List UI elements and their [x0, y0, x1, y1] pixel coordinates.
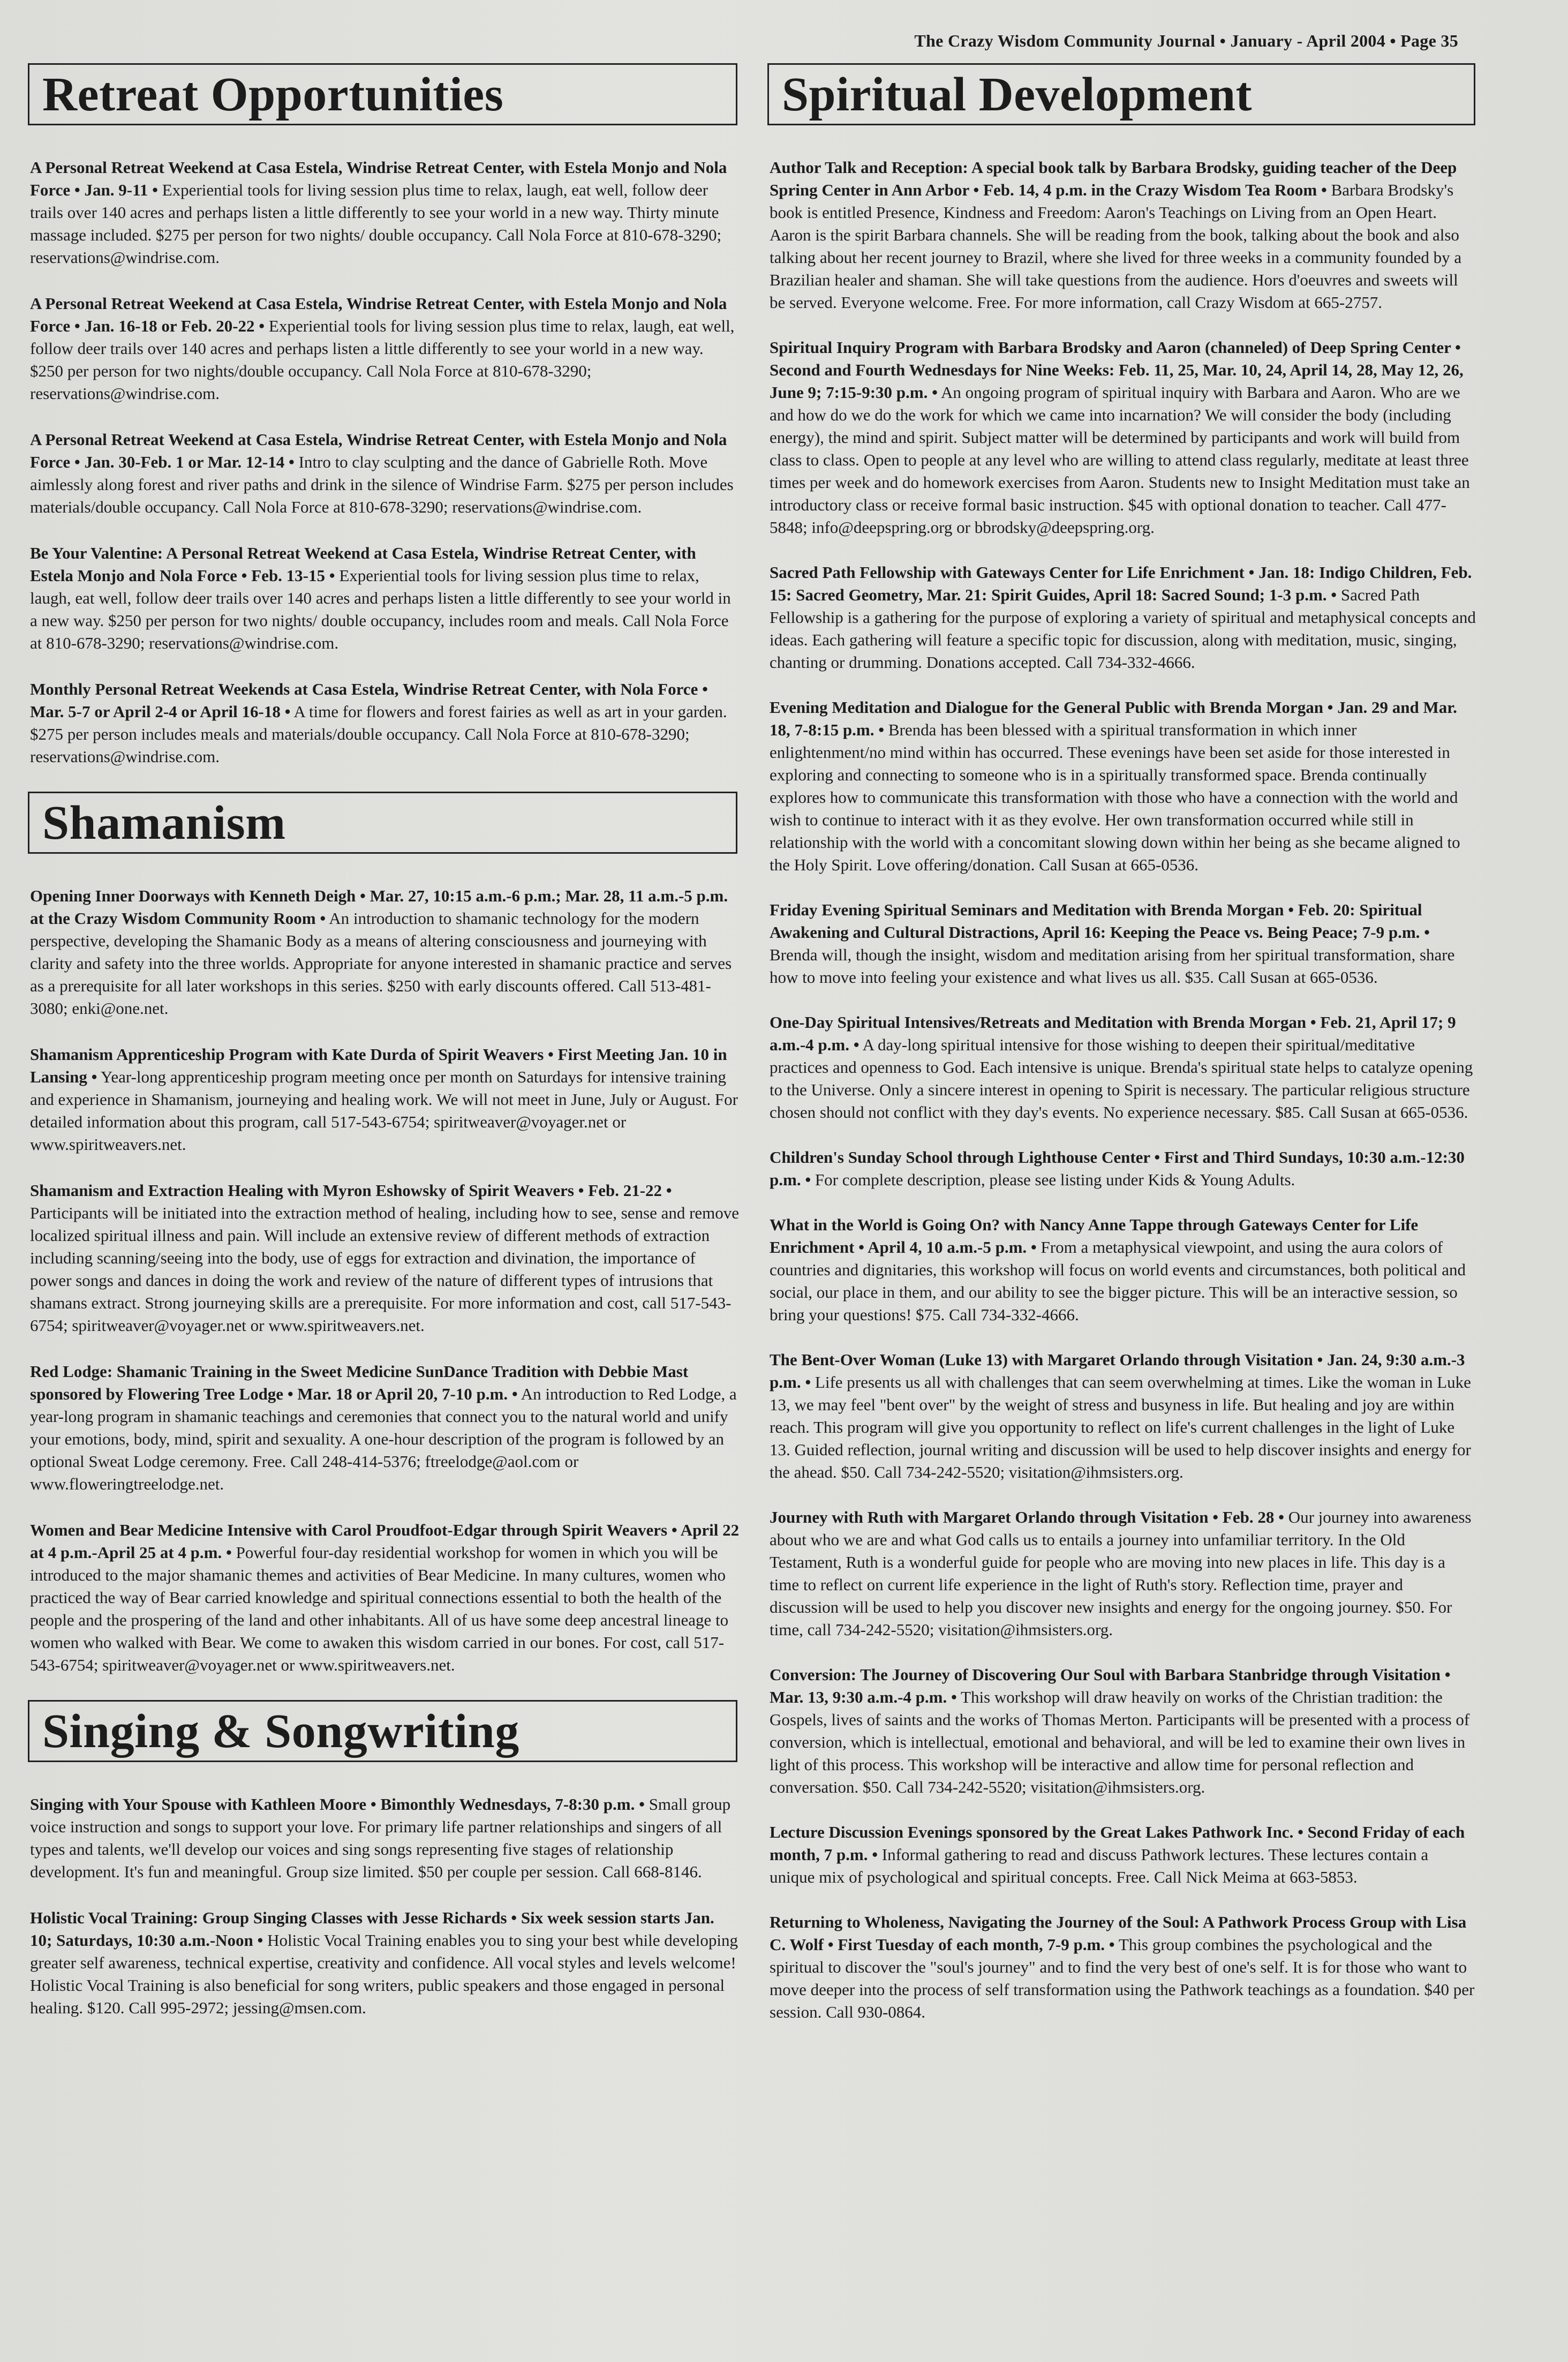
listing-item — [30, 678, 740, 768]
listing-item — [770, 1664, 1476, 1799]
listing-item — [770, 1214, 1476, 1326]
listing-item — [30, 885, 740, 1020]
listing-body: Life presents us all with challenges that can seem overwhelming at times. Like the woman in Luke 13, we may feel "bent over" by the weight of stress and busyness in life. But healing and joy are within reach. This program will give you opportunity to reflect on life's current challenges in the light of Luke 13. Guided reflection, journal writing and discussion will be used to help discover insights and energy for the ahead. $50. Call 734-242-5520; visitation@ihmsisters.org. — [770, 1373, 1471, 1481]
listing-body: An introduction to shamanic technology for the modern perspective, developing the Shamanic Body as a means of altering consciousness and journeying with clarity and safety into the three worlds. Appropriate for anyone interested in shamanic practice and serves as a prerequisite for all later workshops in this series. $250 with early discounts offered. Call 513-481-3080; enki@one.net. — [30, 909, 732, 1018]
section-heading-retreat: Retreat Opportunities — [42, 68, 504, 121]
listing-body: Powerful four-day residential workshop for women in which you will be introduced to the major shamanic themes and activities of Bear Medicine. In many cultures, women who practiced the way of Bear carried knowledge and spiritual connections essential to both the health of the people and the prospering of the land and other inhabitants. All of us have some deep ancestral lineage to women who walked with Bear. We come to awaken this wisdom carried in our bones. For cost, call 517-543-6754; spiritweaver@voyager.net or www.spiritweavers.net. — [30, 1543, 729, 1674]
listing-title: What in the World is Going On? with Nancy Anne Tappe through Gateways Center for Life Enrichment • April 4, 10 a.m.-5 p.m. • — [770, 1215, 1419, 1257]
listing-item — [770, 1821, 1476, 1889]
listing-body: Brenda has been blessed with a spiritual transformation in which inner enlightenment/no mind within has occurred. These evenings have been set aside for those interested in exploring and connecting to someone who is in a spiritually transformed space. Brenda continually explores how to communicate this transformation with those who have a connection with the world and wish to continue to interact with it as they evolve. Her own transformation occurred while still in relationship with the world with a concomitant slowing down within her being as she became aligned to the Holy Spirit. Love offering/donation. Call Susan at 665-0536. — [770, 720, 1460, 874]
listing-item — [30, 1179, 740, 1337]
listing-body: A day-long spiritual intensive for those wishing to deepen their spiritual/meditative practices and openness to God. Each intensive is unique. Brenda's spiritual state helps to catalyze opening to the Universe. Only a sincere interest in opening to Spirit is necessary. The particular religious structure chosen should not conflict with they day's events. No experience necessary. $85. Call Susan at 665-0536. — [770, 1035, 1473, 1122]
listing-item — [30, 1360, 740, 1495]
listing-title: Returning to Wholeness, Navigating the Journey of the Soul: A Pathwork Process Group with Lisa C. Wolf • First Tuesday of each month, 7-9 p.m. • — [770, 1913, 1467, 1954]
listing-body: Barbara Brodsky's book is entitled Presence, Kindness and Freedom: Aaron's Teachings on Living from an Open Heart. Aaron is the spirit Barbara channels. She will be reading from the book, talking about the book and also talking about her recent journey to Brazil, where she lived for three weeks in a community founded by a Brazilian healer and shaman. She will take questions from the audience. Hors d'oeuvres and sweets will be served. Everyone welcome. Free. For more information, call Crazy Wisdom at 665-2757. — [770, 180, 1462, 312]
listing-body: Experiential tools for living session plus time to relax, laugh, eat well, follow deer trails over 140 acres and perhaps listen a little differently to see your world in a new way. $250 per person for two nights/double occupancy. Call Nola Force at 810-678-3290; reservations@windrise.com. — [30, 317, 735, 403]
listing-title: Singing with Your Spouse with Kathleen Moore • Bimonthly Wednesdays, 7-8:30 p.m. • — [30, 1795, 645, 1814]
listing-title: Lecture Discussion Evenings sponsored by the Great Lakes Pathwork Inc. • Second Friday of each month, 7 p.m. • — [770, 1823, 1465, 1864]
listing-title: Shamanism and Extraction Healing with Myron Eshowsky of Spirit Weavers • Feb. 21-22 • — [30, 1181, 672, 1200]
listing-item — [770, 1506, 1476, 1641]
listing-item — [30, 1043, 740, 1156]
listing-title: A Personal Retreat Weekend at Casa Estela, Windrise Retreat Center, with Estela Monjo and Nola Force • Jan. 9-11 • — [30, 158, 727, 199]
listing-title: One-Day Spiritual Intensives/Retreats and Meditation with Brenda Morgan • Feb. 21, April 17; 9 a.m.-4 p.m. • — [770, 1013, 1456, 1054]
listing-item — [30, 542, 740, 655]
listing-body: A time for flowers and forest fairies as well as art in your garden. $275 per person includes meals and materials/double occupancy. Call Nola Force at 810-678-3290; reservations@windrise.com. — [30, 702, 727, 766]
listing-body: Our journey into awareness about who we are and what God calls us to entails a journey into unfamiliar territory. In the Old Testament, Ruth is a wonderful guide for people who are moving into new places in life. This day is a time to reflect on current life experience in the light of Ruth's story. Reflection time, prayer and discussion will be used to help you discover new insights and energy for the ongoing journey. $50. For time, call 734-242-5520; visitation@ihmsisters.org. — [770, 1508, 1472, 1639]
listing-body: Participants will be initiated into the extraction method of healing, including how to see, sense and remove localized spiritual illness and pain. Will include an extensive review of different methods of extraction including scanning/seeing into the body, use of eggs for extraction and divination, the importance of power songs and dances in doing the work and review of the nature of different types of intrusions that shamans extract. Strong journeying skills are a prerequisite. For more information and cost, call 517-543-6754; spiritweaver@voyager.net or www.spiritweavers.net. — [30, 1203, 740, 1335]
listing-title: Be Your Valentine: A Personal Retreat Weekend at Casa Estela, Windrise Retreat Center, with Estela Monjo and Nola Force • Feb. 13-15 • — [30, 544, 696, 585]
listing-body: Sacred Path Fellowship is a gathering for the purpose of exploring a variety of spiritual and metaphysical concepts and ideas. Each gathering will feature a specific topic for discussion, along with meditation, music, singing, chanting or drumming. Donations accepted. Call 734-332-4666. — [770, 585, 1476, 672]
listing-item — [770, 1911, 1476, 2024]
section-heading-singing: Singing & Songwriting — [42, 1705, 519, 1758]
page-header: The Crazy Wisdom Community Journal • January - April 2004 • Page 35 — [914, 31, 1458, 50]
left-column — [28, 63, 740, 2043]
listing-title: Red Lodge: Shamanic Training in the Sweet Medicine SunDance Tradition with Debbie Mast sponsored by Flowering Tree Lodge • Mar. 18 or April 20, 7-10 p.m. • — [30, 1362, 689, 1403]
listing-title: Conversion: The Journey of Discovering Our Soul with Barbara Stanbridge through Visitation • Mar. 13, 9:30 a.m.-4 p.m. • — [770, 1665, 1451, 1706]
section-heading-box — [28, 63, 737, 125]
listing-item — [30, 1907, 740, 2019]
section-heading-shamanism: Shamanism — [42, 796, 286, 849]
listing-title: Spiritual Inquiry Program with Barbara Brodsky and Aaron (channeled) of Deep Spring Center • Second and Fourth Wednesdays for Nine Weeks: Feb. 11, 25, Mar. 10, 24, April 14, 28, May 12, 26, June 9; 7:15-9:30 p.m. • — [770, 338, 1464, 402]
listing-title: Journey with Ruth with Margaret Orlando through Visitation • Feb. 28 • — [770, 1508, 1284, 1526]
listing-item — [770, 696, 1476, 876]
listing-body: Intro to clay sculpting and the dance of Gabrielle Roth. Move aimlessly along forest and river paths and drink in the silence of Windrise Farm. $275 per person includes materials/double occupancy. Call Nola Force at 810-678-3290; reservations@windrise.com. — [30, 453, 734, 516]
listing-item — [770, 899, 1476, 989]
listing-body: Experiential tools for living session plus time to relax, laugh, eat well, follow deer trails over 140 acres and perhaps listen a little differently to see your world in a new way. Thirty minute massage included. $275 per person for two nights/ double occupancy. Call Nola Force at 810-678-3290; reservations@windrise.com. — [30, 180, 722, 267]
listing-title: Monthly Personal Retreat Weekends at Casa Estela, Windrise Retreat Center, with Nola Force • Mar. 5-7 or April 2-4 or April 16-18 • — [30, 680, 708, 721]
listing-body: From a metaphysical viewpoint, and using the aura colors of countries and dignitaries, this workshop will focus on world events and circumstances, both political and social, our place in them, and our ability to see the bigger picture. This will be an interactive session, so bring your questions! $75. Call 734-332-4666. — [770, 1238, 1466, 1324]
listing-item — [770, 561, 1476, 674]
listing-item — [770, 1146, 1476, 1191]
listing-title: Author Talk and Reception: A special book talk by Barbara Brodsky, guiding teacher of the Deep Spring Center in Ann Arbor • Feb. 14, 4 p.m. in the Crazy Wisdom Tea Room • — [770, 158, 1457, 199]
section-heading-box — [28, 792, 737, 854]
listing-body: Informal gathering to read and discuss Pathwork lectures. These lectures contain a unique mix of psychological and spiritual concepts. Free. Call Nick Meima at 663-5853. — [770, 1845, 1429, 1886]
right-column — [767, 63, 1476, 2046]
listing-title: Children's Sunday School through Lighthouse Center • First and Third Sundays, 10:30 a.m.-12:30 p.m. • — [770, 1148, 1465, 1189]
listing-item — [770, 336, 1476, 539]
section-heading-box — [28, 1700, 737, 1762]
listing-item — [30, 156, 740, 269]
listing-body: This group combines the psychological and the spiritual to discover the "soul's journey" and to find the very best of one's self. It is for those who want to move deeper into the process of self transformation using the Pathwork teachings as a foundation. $40 per session. Call 930-0864. — [770, 1935, 1475, 2021]
listing-title: Opening Inner Doorways with Kenneth Deigh • Mar. 27, 10:15 a.m.-6 p.m.; Mar. 28, 11 a.m.-5 p.m. at the Crazy Wisdom Community Room • — [30, 886, 728, 928]
listing-item — [30, 1793, 740, 1883]
section-heading-box — [767, 63, 1475, 125]
singing-listings — [28, 1793, 740, 2019]
listing-item — [30, 428, 740, 518]
listing-item — [770, 156, 1476, 314]
listing-body: Small group voice instruction and songs to support your love. For primary life partner relationships and singers of all types and talents, we'll develop our voices and sing songs representing five stages of relationship development. It's fun and meaningful. Group size limited. $50 per couple per session. Call 668-8146. — [30, 1795, 731, 1881]
shamanism-listings — [28, 885, 740, 1676]
listing-body: This workshop will draw heavily on works of the Christian tradition: the Gospels, lives of saints and the works of Thomas Merton. Participants will be presented with a process of conversion, which is intellectual, emotional and behavioral, and will be led to examine their own lives in light of this process. This workshop will be interactive and allow time for personal reflection and conversation. $50. Call 734-242-5520; visitation@ihmsisters.org. — [770, 1688, 1470, 1796]
retreat-listings — [28, 156, 740, 768]
listing-title: Holistic Vocal Training: Group Singing Classes with Jesse Richards • Six week session starts Jan. 10; Saturdays, 10:30 a.m.-Noon • — [30, 1908, 714, 1950]
listing-title: A Personal Retreat Weekend at Casa Estela, Windrise Retreat Center, with Estela Monjo and Nola Force • Jan. 16-18 or Feb. 20-22 • — [30, 294, 727, 335]
listing-body: For complete description, please see listing under Kids & Young Adults. — [811, 1170, 1295, 1189]
listing-title: The Bent-Over Woman (Luke 13) with Margaret Orlando through Visitation • Jan. 24, 9:30 a.m.-3 p.m. • — [770, 1350, 1465, 1391]
spiritual-listings — [767, 156, 1476, 2024]
listing-item — [30, 292, 740, 405]
listing-body: Holistic Vocal Training enables you to sing your best while developing greater self awareness, technical expertise, creativity and confidence. All vocal styles and levels welcome! Holistic Vocal Training is also beneficial for song writers, public speakers and those engaged in personal healing. $120. Call 995-2972; jessing@msen.com. — [30, 1931, 738, 2017]
listing-body: Year-long apprenticeship program meeting once per month on Saturdays for intensive training and experience in Shamanism, journeying and healing work. We will not meet in June, July or August. For detailed information about this program, call 517-543-6754; spiritweaver@voyager.net or www.spiritweavers.net. — [30, 1067, 738, 1154]
listing-title: Women and Bear Medicine Intensive with Carol Proudfoot-Edgar through Spirit Weavers • April 22 at 4 p.m.-April 25 at 4 p.m. • — [30, 1521, 740, 1562]
listing-title: Sacred Path Fellowship with Gateways Center for Life Enrichment • Jan. 18: Indigo Children, Feb. 15: Sacred Geometry, Mar. 21: Spirit Guides, April 18: Sacred Sound; 1-3 p.m. • — [770, 563, 1472, 604]
listing-title: A Personal Retreat Weekend at Casa Estela, Windrise Retreat Center, with Estela Monjo and Nola Force • Jan. 30-Feb. 1 or Mar. 12-14 • — [30, 430, 727, 471]
listing-title: Shamanism Apprenticeship Program with Kate Durda of Spirit Weavers • First Meeting Jan. 10 in Lansing • — [30, 1045, 727, 1086]
listing-item — [770, 1011, 1476, 1124]
listing-body: Brenda will, though the insight, wisdom and meditation arising from her spiritual transformation, share how to move into feeling your existence and what lives us all. $35. Call Susan at 665-0536. — [770, 945, 1455, 987]
listing-item — [30, 1519, 740, 1676]
listing-title: Evening Meditation and Dialogue for the General Public with Brenda Morgan • Jan. 29 and Mar. 18, 7-8:15 p.m. • — [770, 698, 1457, 739]
listing-title: Friday Evening Spiritual Seminars and Meditation with Brenda Morgan • Feb. 20: Spiritual Awakening and Cultural Distractions, April 16: Keeping the Peace vs. Being Peace; 7-9 p.m. • — [770, 900, 1430, 942]
section-heading-spiritual: Spiritual Development — [782, 68, 1252, 121]
listing-item — [770, 1349, 1476, 1484]
listing-body: An introduction to Red Lodge, a year-long program in shamanic teachings and ceremonies that connect you to the natural world and unify your emotions, body, mind, spirit and sexuality. A one-hour description of the program is followed by an optional Sweat Lodge ceremony. Free. Call 248-414-5376; ftreelodge@aol.com or www.floweringtreelodge.net. — [30, 1385, 737, 1493]
listing-body: Experiential tools for living session plus time to relax, laugh, eat well, follow deer trails over 140 acres and perhaps listen a little differently to see your world in a new way. $250 per person for two nights/ double occupancy, includes room and meals. Call Nola Force at 810-678-3290; reservations@windrise.com. — [30, 566, 731, 652]
listing-body: An ongoing program of spiritual inquiry with Barbara and Aaron. Who are we and how do we do the work for which we came into incarnation? We will consider the body (including energy), the mind and spirit. Subject matter will be determined by participants and work will build from class to class. Open to people at any level who are willing to attend class regularly, meditate at least three times per week and do homework exercises from Aaron. Students new to Insight Meditation must take an introductory class or receive formal basic instruction. $45 with optional donation to teacher. Call 477-5848; info@deepspring.org or bbrodsky@deepspring.org. — [770, 383, 1470, 537]
